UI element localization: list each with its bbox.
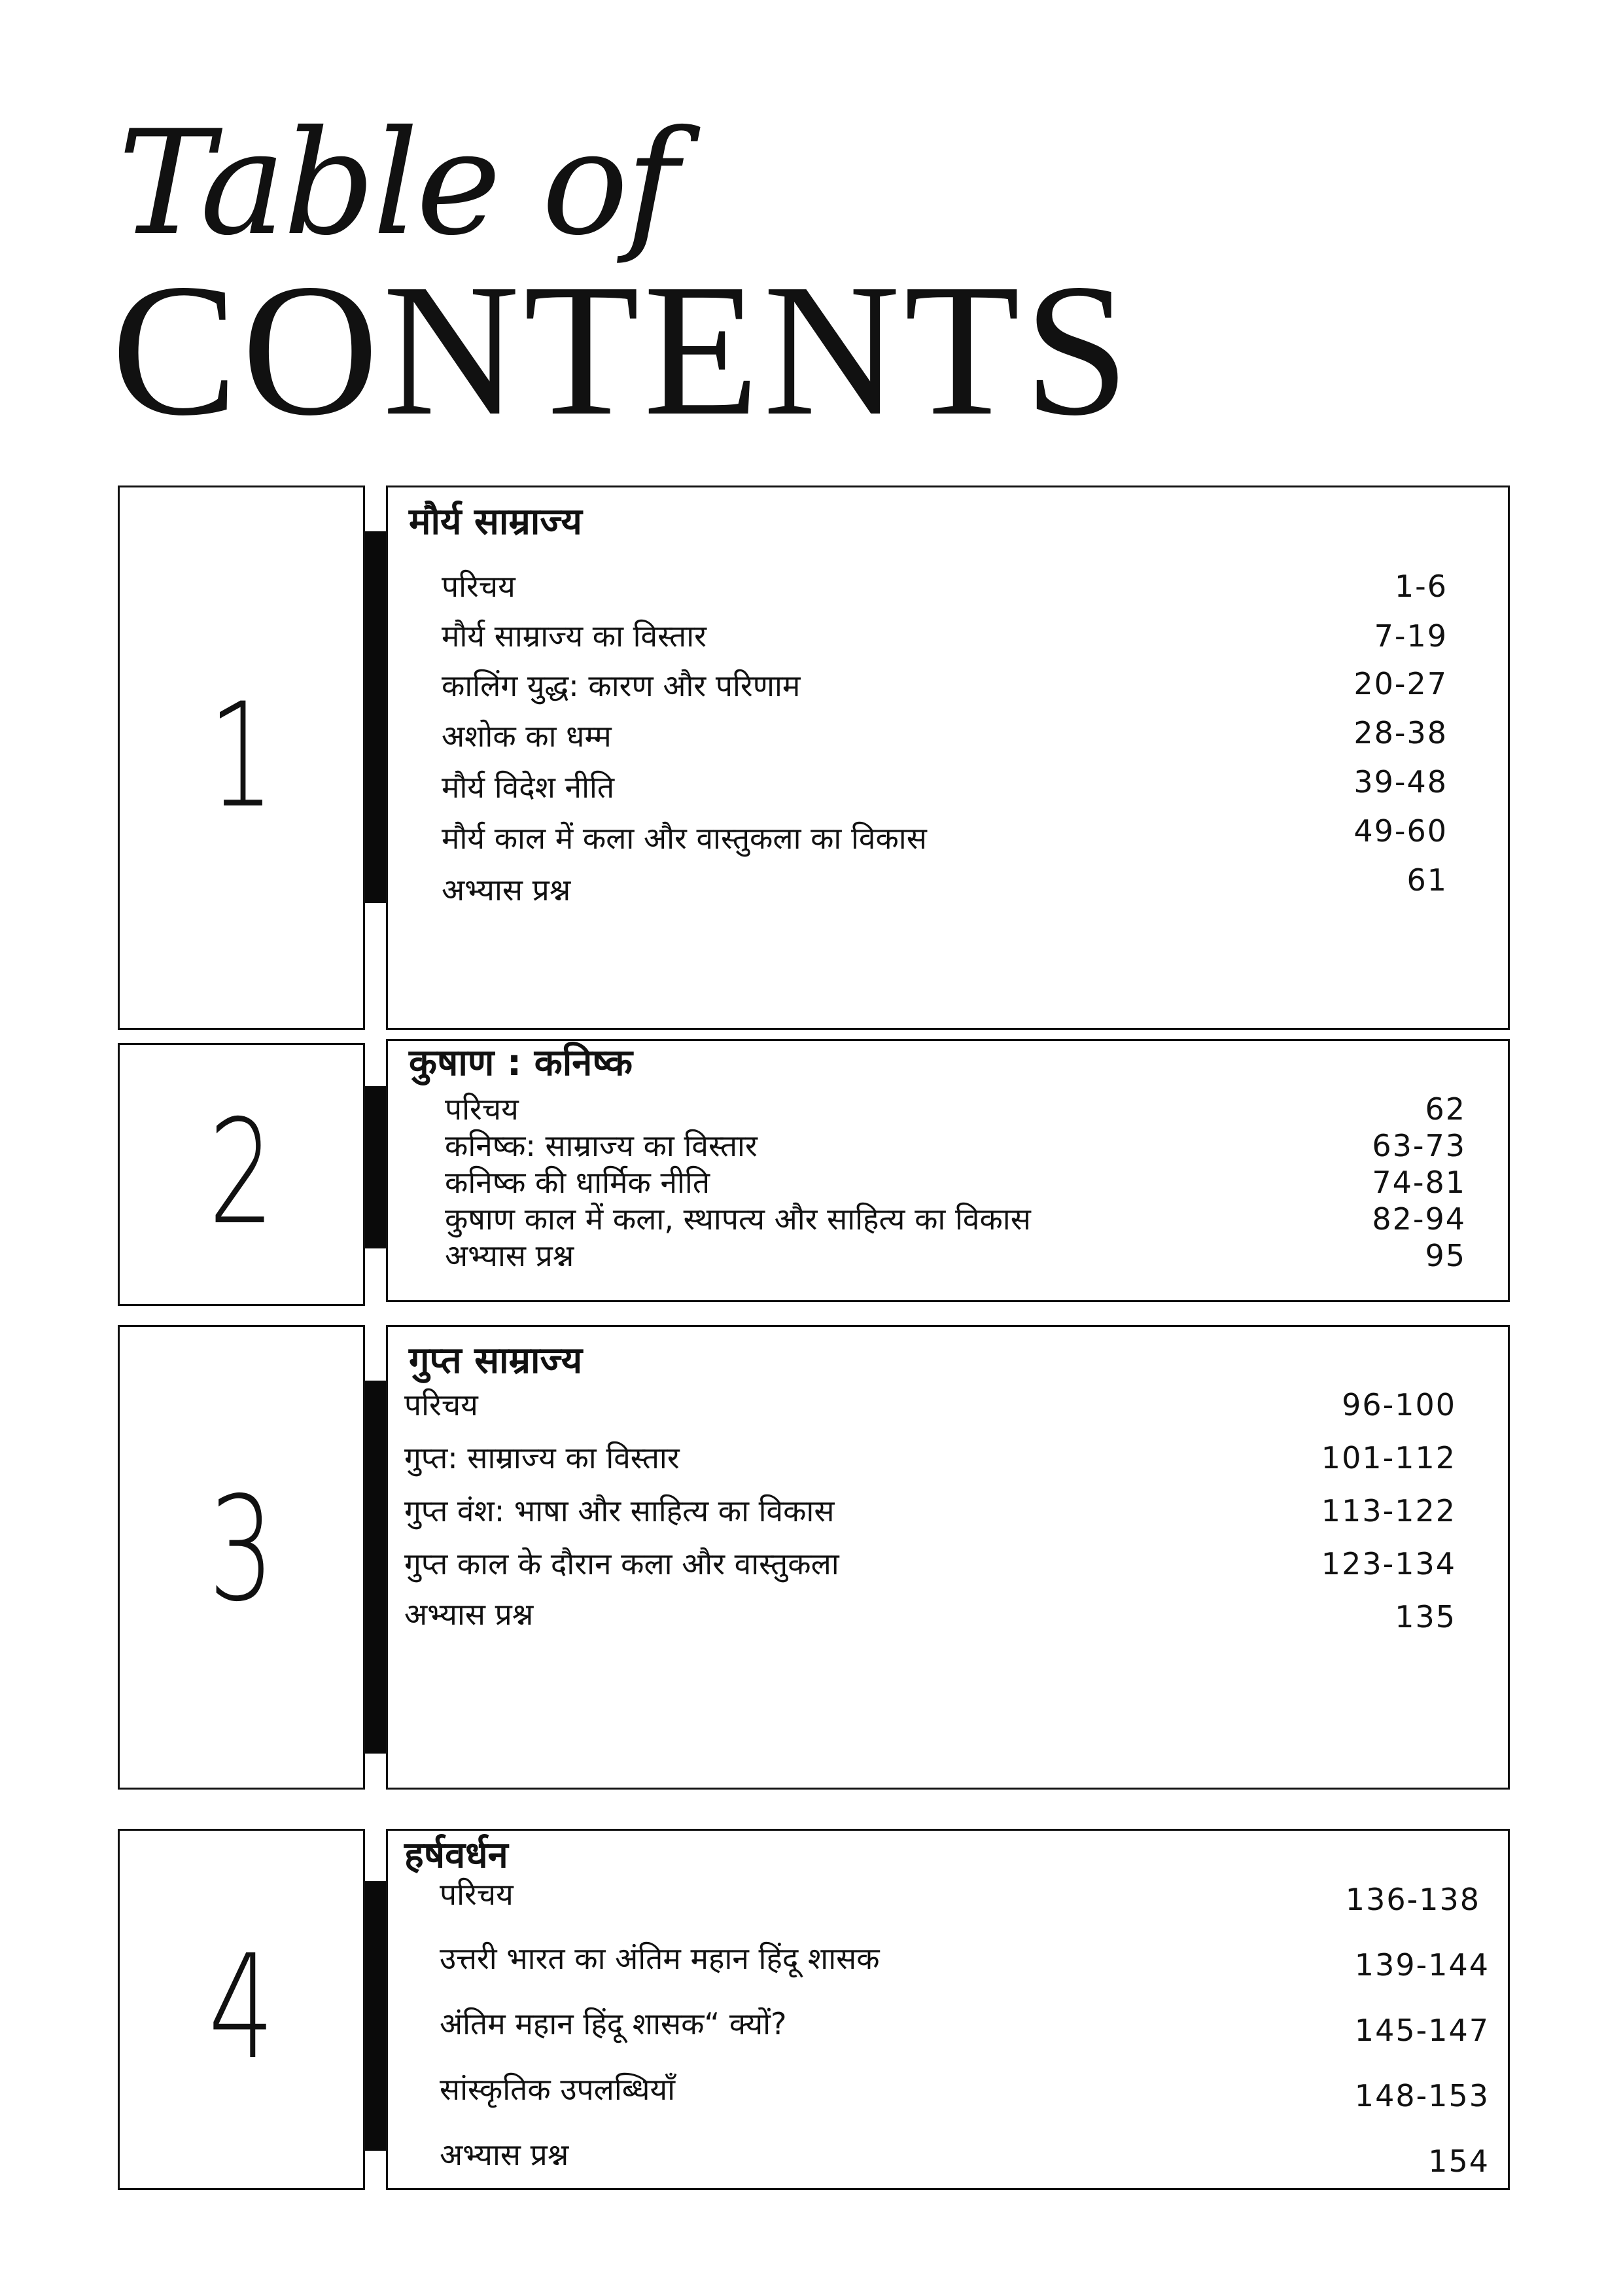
toc-entry-label: मौर्य साम्राज्य का विस्तार	[442, 618, 707, 654]
toc-entry-label: अभ्यास प्रश्न	[440, 2137, 569, 2172]
toc-entry-pages: 101-112	[1321, 1440, 1456, 1475]
toc-entry-label: उत्तरी भारत का अंतिम महान हिंदू शासक	[440, 1941, 880, 1976]
section-title-2: कुषाण : कनिष्क	[409, 1042, 633, 1084]
toc-entry-label: परिचय	[445, 1091, 519, 1127]
toc-entry-pages: 82-94	[1372, 1201, 1466, 1237]
toc-entry-label: अभ्यास प्रश्न	[445, 1238, 574, 1273]
section-number-2: 2	[208, 1089, 275, 1256]
section-title-4: हर्षवर्धन	[404, 1834, 508, 1877]
toc-entry-label: कुषाण काल में कला, स्थापत्य और साहित्य का विकास	[445, 1201, 1031, 1237]
toc-entry-pages: 135	[1395, 1599, 1456, 1634]
toc-entry-pages: 1-6	[1394, 569, 1448, 604]
section-number-box-4	[118, 1829, 365, 2190]
toc-entry-pages: 7-19	[1374, 618, 1448, 654]
section-accent-bar-1	[365, 531, 386, 903]
toc-entry-label: मौर्य विदेश नीति	[442, 769, 615, 805]
toc-entry-pages: 139-144	[1354, 1947, 1490, 1983]
toc-entry-label: अभ्यास प्रश्न	[404, 1597, 534, 1632]
section-number-box-1	[118, 486, 365, 1030]
toc-entry-pages: 39-48	[1353, 764, 1448, 800]
toc-entry-pages: 28-38	[1353, 715, 1448, 751]
toc-entry-pages: 61	[1406, 862, 1448, 898]
section-title-3: गुप्त साम्राज्य	[409, 1339, 583, 1382]
toc-entry-pages: 96-100	[1342, 1387, 1456, 1422]
toc-entry-pages: 148-153	[1354, 2078, 1490, 2113]
toc-entry-label: परिचय	[404, 1387, 478, 1422]
toc-entry-label: सांस्कृतिक उपलब्धियाँ	[440, 2072, 676, 2107]
toc-entry-label: गुप्त वंश: भाषा और साहित्य का विकास	[404, 1493, 835, 1528]
toc-entry-pages: 95	[1425, 1238, 1466, 1273]
toc-entry-pages: 123-134	[1321, 1546, 1456, 1581]
section-number-1: 1	[208, 672, 275, 839]
toc-entry-pages: 145-147	[1354, 2013, 1490, 2048]
toc-entry-pages: 49-60	[1353, 813, 1448, 849]
section-accent-bar-4	[365, 1881, 386, 2151]
toc-entry-pages: 62	[1425, 1091, 1466, 1127]
toc-entry-label: परिचय	[440, 1877, 514, 1912]
toc-entry-label: अशोक का धम्म	[442, 718, 612, 754]
toc-entry-label: परिचय	[442, 569, 515, 604]
toc-entry-pages: 113-122	[1321, 1493, 1456, 1528]
toc-entry-label: कनिष्क की धार्मिक नीति	[445, 1165, 710, 1200]
toc-entry-pages: 154	[1428, 2144, 1490, 2179]
title-main-line: CONTENTS	[111, 245, 1134, 455]
section-title-1: मौर्य साम्राज्य	[409, 501, 582, 543]
section-number-box-3	[118, 1325, 365, 1790]
toc-entry-label: गुप्त: साम्राज्य का विस्तार	[404, 1440, 680, 1475]
toc-entry-label: मौर्य काल में कला और वास्तुकला का विकास	[442, 821, 927, 856]
section-number-4: 4	[208, 1924, 275, 2091]
toc-entry-pages: 74-81	[1372, 1165, 1466, 1200]
section-accent-bar-3	[365, 1381, 386, 1754]
toc-entry-label: कालिंग युद्ध: कारण और परिणाम	[442, 668, 801, 703]
toc-entry-label: अंतिम महान हिंदू शासक“ क्यों?	[440, 2006, 787, 2041]
section-box-1	[386, 486, 1510, 1030]
toc-entry-pages: 20-27	[1353, 666, 1448, 701]
section-accent-bar-2	[365, 1086, 386, 1248]
toc-entry-pages: 63-73	[1372, 1128, 1466, 1163]
toc-entry-label: अभ्यास प्रश्न	[442, 872, 571, 908]
toc-entry-label: गुप्त काल के दौरान कला और वास्तुकला	[404, 1546, 839, 1581]
toc-entry-pages: 136-138	[1345, 1882, 1480, 1917]
section-number-box-2	[118, 1043, 365, 1306]
toc-entry-label: कनिष्क: साम्राज्य का विस्तार	[445, 1128, 758, 1163]
title-script-line: Table of	[118, 99, 677, 267]
section-number-3: 3	[208, 1466, 275, 1633]
